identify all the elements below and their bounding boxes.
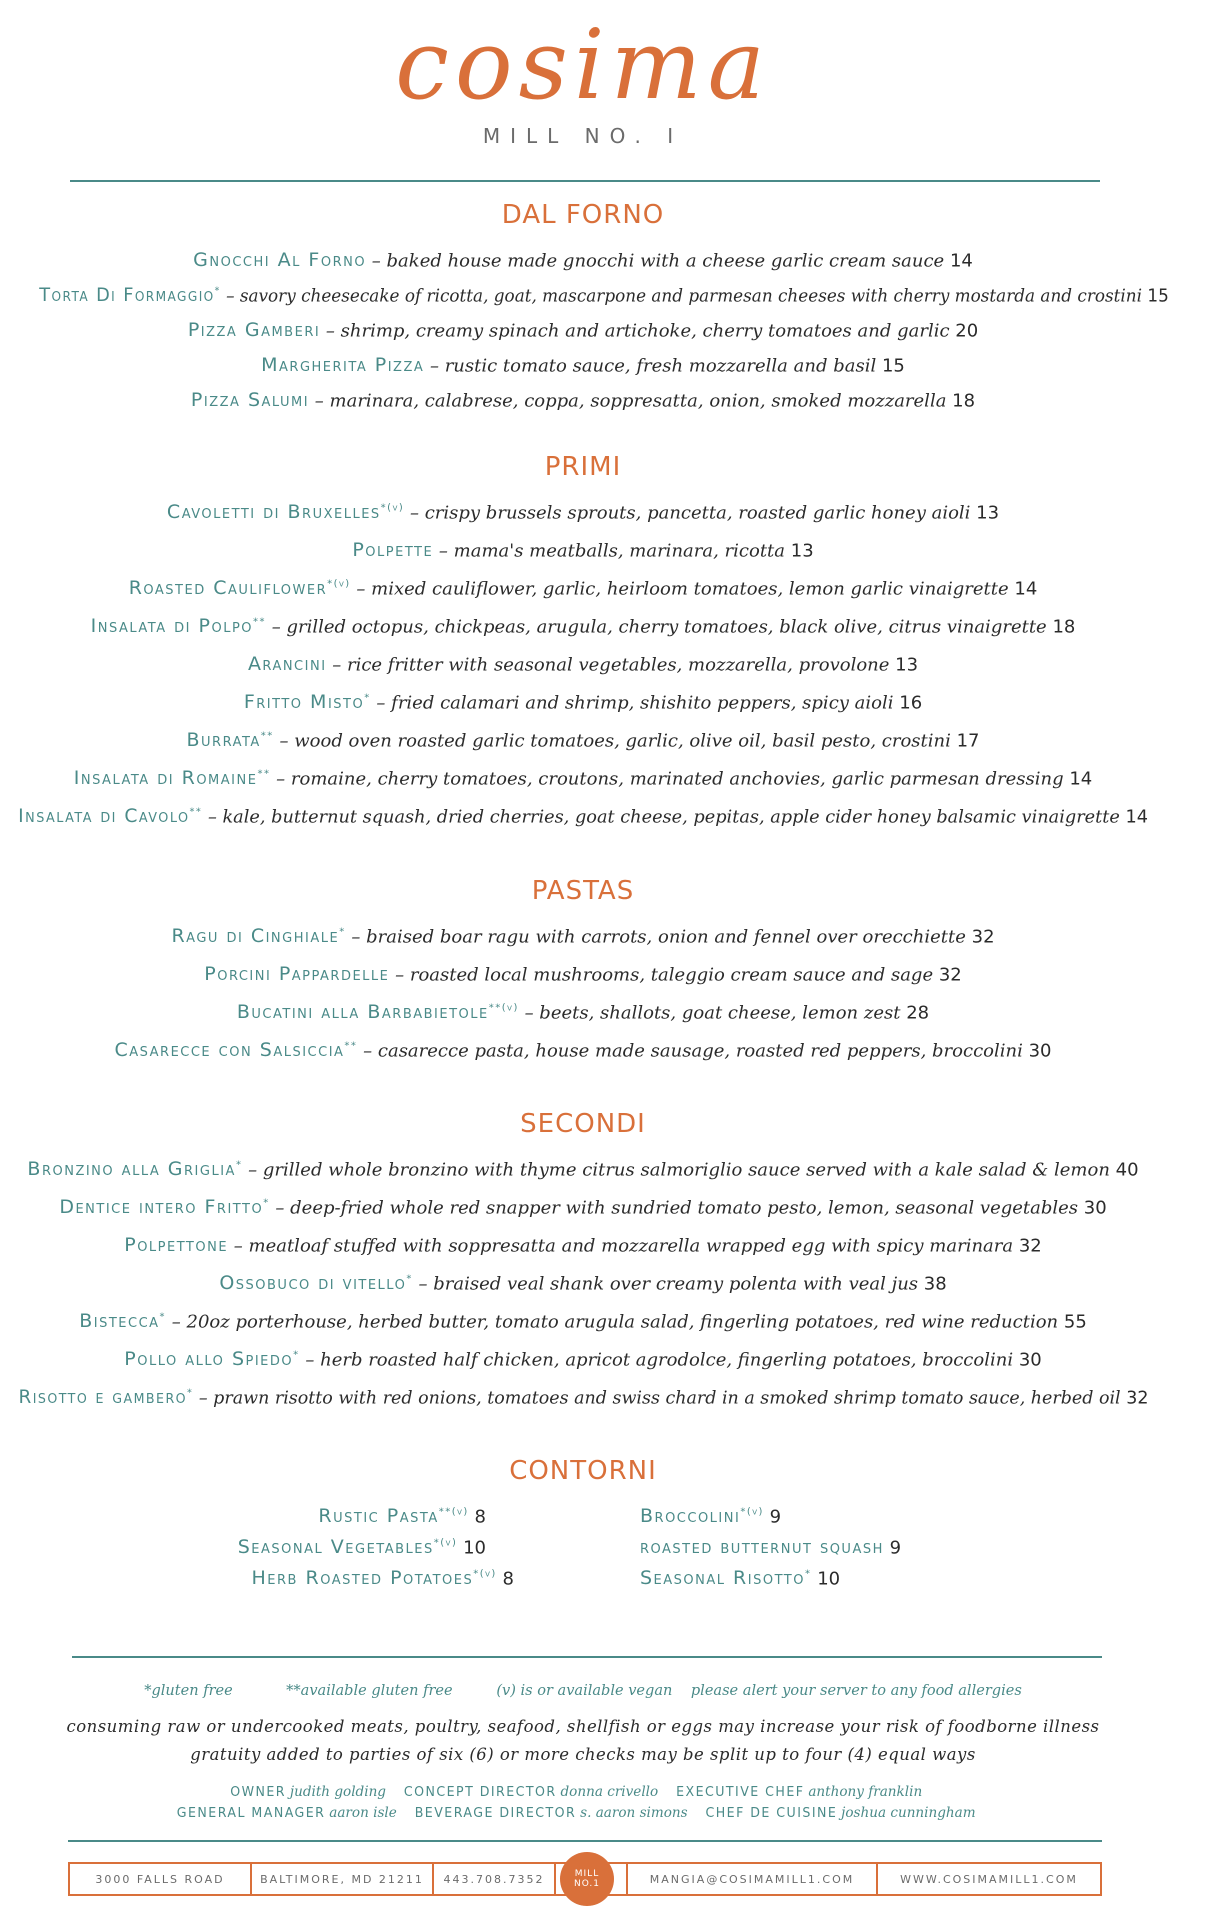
logo-mark — [353, 6, 813, 121]
menu-item-price: 16 — [899, 692, 923, 714]
menu-item-line — [124, 1343, 1041, 1373]
email-link[interactable]: MANGIA@COSIMAMILL1.COM — [628, 1864, 878, 1894]
menu-item-description: – wood oven roasted garlic tomatoes, garlic, olive oil, basil pesto, crostini — [273, 730, 951, 752]
contorni-item-name: roasted butternut squash — [640, 1536, 884, 1559]
menu-item-description: – casarecce pasta, house made sausage, roasted red peppers, broccolini — [357, 1040, 1023, 1062]
menu-item-price: 13 — [976, 502, 1000, 524]
city-state-zip: BALTIMORE, MD 21211 — [252, 1864, 434, 1894]
menu-item-description: – deep-fried whole red snapper with sundried tomato pesto, lemon, seasonal vegetables — [269, 1197, 1079, 1219]
contorni-item-name: Broccolini$^{*(v)}$ — [640, 1505, 764, 1528]
website-link[interactable]: WWW.COSIMAMILL1.COM — [900, 1872, 1078, 1886]
menu-item-description: – meatloaf stuffed with soppresatta and mozzarella wrapped egg with spicy marinara — [228, 1235, 1014, 1257]
note-allergies: please alert your server to any food allergies — [690, 1681, 1022, 1699]
menu-item — [0, 384, 1166, 414]
menu-item-name: Pizza Salumi — [190, 389, 310, 412]
menu-item — [0, 648, 1166, 678]
logo — [0, 6, 1166, 121]
menu-item-price: 32 — [938, 964, 962, 986]
foodborne-warning: consuming raw or undercooked meats, poultry, seafood, shellfish or eggs may increase your risk of foodborne illness — [66, 1717, 1100, 1737]
contorni-item-marks: * — [804, 1569, 812, 1580]
menu-item-description: – grilled octopus, chickpeas, arugula, cherry tomatoes, black olive, citrus vinaigrette — [266, 616, 1047, 638]
menu-item-marks: *(v) — [380, 503, 405, 514]
menu-item-price: 15 — [1147, 285, 1169, 307]
menu-item — [0, 349, 1166, 379]
contorni-item-name: Seasonal Risotto* — [640, 1567, 812, 1590]
menu-item-price: 14 — [949, 250, 973, 272]
name-chef-de-cuisine: joshua cunningham — [841, 1805, 976, 1821]
menu-item-line — [124, 1229, 1042, 1259]
menu-item-line — [39, 279, 1169, 309]
menu-item-price: 38 — [923, 1273, 947, 1295]
footer-divider-bottom — [68, 1840, 1102, 1842]
role-owner: OWNER — [230, 1785, 287, 1800]
contorni-item-price: 10 — [463, 1537, 486, 1559]
menu-item-price: 32 — [971, 926, 995, 948]
menu-item-description: – beets, shallots, goat cheese, lemon zest — [518, 1002, 901, 1024]
menu-item-description: – mama's meatballs, marinara, ricotta — [433, 540, 786, 562]
menu-item — [0, 958, 1166, 988]
contorni-item — [640, 1531, 901, 1561]
menu-item-description: – baked house made gnocchi with a cheese garlic cream sauce — [366, 250, 945, 272]
menu-item-description: – roasted local mushrooms, taleggio cream sauce and sage — [389, 964, 934, 986]
contorni-item-marks: *(v) — [473, 1569, 497, 1580]
menu-item-description: – 20oz porterhouse, herbed butter, tomato arugula salad, fingerling potatoes, red wine reduction — [166, 1311, 1059, 1333]
menu-item-name: Gnocchi Al Forno — [193, 249, 367, 272]
contorni-item-marks: *(v) — [433, 1538, 458, 1549]
menu-item-marks: * — [293, 1350, 300, 1361]
footer-divider-top — [72, 1656, 1102, 1658]
contorni-item-price: 10 — [817, 1568, 841, 1590]
menu-item-name: Ossobuco di vitello* — [219, 1272, 413, 1295]
menu-item — [0, 1034, 1166, 1064]
menu-item-price: 14 — [1069, 768, 1093, 790]
menu-item-name: Pollo allo Spiedo* — [124, 1348, 300, 1371]
contorni-item-price: 9 — [889, 1537, 902, 1559]
menu-item — [0, 1343, 1166, 1373]
menu-item-description: – rustic tomato sauce, fresh mozzarella and basil — [424, 355, 877, 377]
menu-item-line — [167, 496, 999, 526]
menu-item-name: Ragu di Cinghiale* — [171, 925, 346, 948]
menu-item-price: 14 — [1014, 578, 1038, 600]
menu-item-name: Bucatini alla Barbabietole$^{**(v)}$ — [236, 1001, 519, 1024]
menu-item-name: Insalata di Polpo** — [90, 615, 267, 638]
menu-item-line — [18, 1381, 1148, 1411]
menu-item-price: 13 — [895, 654, 919, 676]
contorni-item-price: 9 — [769, 1506, 782, 1528]
menu-item-line — [237, 996, 929, 1026]
menu-item-name: Insalata di Cavolo** — [18, 805, 203, 828]
menu-item-name: Dentice intero Fritto* — [59, 1196, 270, 1219]
menu-item-line — [27, 1153, 1138, 1183]
menu-item-marks: * — [364, 693, 371, 704]
menu-item-name: Polpettone — [124, 1234, 229, 1257]
badge-line-2: NO.1 — [573, 1879, 601, 1889]
name-concept-director: donna crivello — [560, 1784, 659, 1800]
menu-item-name: Polpette — [352, 539, 434, 562]
section-title-secondi: SECONDI — [520, 1109, 646, 1139]
menu-item-line — [59, 1191, 1106, 1221]
menu-item-description: – mixed cauliflower, garlic, heirloom tomatoes, lemon garlic vinaigrette — [350, 578, 1009, 600]
menu-item — [0, 534, 1166, 564]
menu-item-line — [261, 349, 905, 379]
contorni-item-name: Seasonal Vegetables$^{*(v)}$ — [237, 1536, 458, 1559]
menu-item-marks: * — [339, 927, 346, 938]
note-gluten-free: *gluten free — [144, 1681, 233, 1699]
menu-item — [0, 686, 1166, 716]
menu-item-name: Casarecce con Salsiccia** — [114, 1039, 358, 1062]
role-chef-de-cuisine: CHEF DE CUISINE — [705, 1806, 838, 1821]
address: 3000 FALLS ROAD — [70, 1864, 252, 1894]
role-general-manager: GENERAL MANAGER — [176, 1806, 326, 1821]
menu-item-price: 32 — [1018, 1235, 1042, 1257]
menu-item-marks: ** — [189, 807, 203, 818]
dietary-notes — [18, 1680, 1148, 1699]
menu-item-line — [219, 1267, 946, 1297]
menu-item — [0, 996, 1166, 1026]
contorni-item — [252, 1562, 514, 1592]
menu-item — [0, 279, 1169, 309]
contorni-item-name: Rustic Pasta$^{**(v)}$ — [318, 1505, 469, 1528]
menu-item — [0, 610, 1166, 640]
menu-item-marks: * — [186, 1388, 193, 1399]
menu-item-name: Roasted Cauliflower$^{*(v)}$ — [128, 577, 351, 600]
menu-item-price: 20 — [955, 320, 979, 342]
menu-item-marks: * — [406, 1274, 413, 1285]
menu-item-line — [79, 1305, 1087, 1335]
staff-row-2 — [18, 1805, 1148, 1821]
role-beverage-director: BEVERAGE DIRECTOR — [414, 1806, 577, 1821]
menu-item-line — [352, 534, 813, 564]
menu-item — [0, 800, 1166, 830]
menu-item-price: 30 — [1083, 1197, 1107, 1219]
menu-item-marks: * — [214, 286, 221, 297]
menu-item-name: Risotto e gambero* — [18, 1386, 193, 1409]
menu-item-description: – rice fritter with seasonal vegetables, mozzarella, provolone — [326, 654, 890, 676]
menu-item-description: – herb roasted half chicken, apricot agrodolce, fingerling potatoes, broccolini — [299, 1349, 1014, 1371]
menu-item-line — [114, 1034, 1051, 1064]
contorni-item — [640, 1500, 781, 1530]
menu-item-line — [188, 314, 978, 344]
svg-text:cosima: cosima — [395, 9, 771, 121]
menu-item-price: 32 — [1125, 1387, 1148, 1409]
menu-item-name: Pizza Gamberi — [187, 319, 321, 342]
menu-item-name: Torta Di Formaggio* — [39, 284, 221, 307]
menu-item-description: – braised veal shank over creamy polenta with veal jus — [412, 1273, 919, 1295]
menu-item-line — [18, 800, 1148, 830]
menu-item-marks: ** — [257, 769, 271, 780]
menu-item-marks: * — [263, 1198, 270, 1209]
menu-item-price: 30 — [1018, 1349, 1042, 1371]
menu-item — [0, 920, 1166, 950]
contorni-item — [640, 1562, 840, 1592]
contorni-item-marks: **(v) — [438, 1507, 469, 1518]
contorni-item-name: Herb Roasted Potatoes$^{*(v)}$ — [251, 1567, 497, 1590]
section-title-primi: PRIMI — [544, 452, 622, 482]
menu-item — [0, 1267, 1166, 1297]
menu-item-price: 15 — [881, 355, 905, 377]
menu-item-price: 55 — [1063, 1311, 1087, 1333]
note-available-gluten-free: **available gluten free — [286, 1681, 453, 1699]
menu-item-price: 30 — [1028, 1040, 1052, 1062]
contorni-item-marks: *(v) — [740, 1507, 764, 1518]
menu-item-line — [244, 686, 922, 716]
contorni-item-price: 8 — [474, 1506, 486, 1528]
menu-item-line — [191, 384, 975, 414]
menu-item — [0, 496, 1166, 526]
menu-item-name: Cavoletti di Bruxelles$^{*(v)}$ — [166, 501, 405, 524]
menu-item — [0, 762, 1166, 792]
menu-item-line — [74, 762, 1093, 792]
role-concept-director: CONCEPT DIRECTOR — [403, 1785, 557, 1800]
menu-item-description: – prawn risotto with red onions, tomatoes and swiss chard in a smoked shrimp tomato sauce, herbed oil — [192, 1387, 1121, 1409]
menu-item-marks: *(v) — [327, 579, 351, 590]
section-title-pastas: PASTAS — [531, 876, 635, 906]
menu-item-name: Bronzino alla Griglia* — [27, 1158, 243, 1181]
menu-item-marks: **(v) — [488, 1003, 519, 1014]
header-divider — [70, 180, 1100, 182]
menu-item-marks: * — [159, 1312, 167, 1323]
menu-item-name: Bistecca* — [79, 1310, 167, 1333]
mill-badge — [560, 1852, 614, 1906]
menu-item-price: 18 — [952, 390, 976, 412]
contorni-item-price: 8 — [502, 1568, 514, 1590]
menu-item-name: Burrata** — [186, 729, 274, 752]
menu-item-price: 13 — [790, 540, 814, 562]
name-executive-chef: anthony franklin — [808, 1784, 923, 1800]
menu-item-price: 40 — [1115, 1159, 1139, 1181]
menu-item-price: 17 — [956, 730, 980, 752]
contorni-item — [238, 1531, 486, 1561]
menu-item-description: – savory cheesecake of ricotta, goat, mascarpone and parmesan cheeses with cherry mostarda and crostini — [220, 285, 1143, 307]
menu-item-description: – kale, butternut squash, dried cherries, goat cheese, pepitas, apple cider honey balsamic vinaigrette — [202, 806, 1120, 828]
menu-item-line — [204, 958, 962, 988]
menu-item-marks: ** — [260, 731, 274, 742]
tagline: MILL NO. I — [482, 124, 684, 148]
menu-item-description: – shrimp, creamy spinach and artichoke, cherry tomatoes and garlic — [320, 320, 950, 342]
role-executive-chef: EXECUTIVE CHEF — [676, 1785, 805, 1800]
menu-item-description: – romaine, cherry tomatoes, croutons, marinated anchovies, garlic parmesan dressing — [270, 768, 1064, 790]
menu-item-description: – fried calamari and shrimp, shishito peppers, spicy aioli — [370, 692, 894, 714]
menu-item-name: Margherita Pizza — [261, 354, 425, 377]
menu-item-price: 14 — [1125, 806, 1148, 828]
menu-item-line — [129, 572, 1038, 602]
name-general-manager: aaron isle — [329, 1805, 397, 1821]
menu-item — [0, 1153, 1166, 1183]
menu-item — [0, 1305, 1166, 1335]
menu-item — [0, 1191, 1166, 1221]
menu-item — [0, 1229, 1166, 1259]
menu-item — [0, 314, 1166, 344]
menu-item-marks: ** — [253, 617, 267, 628]
badge-line-1: MILL — [574, 1869, 600, 1879]
menu-item — [0, 572, 1166, 602]
staff-row-1 — [18, 1784, 1148, 1800]
phone-link[interactable]: 443.708.7352 — [434, 1864, 556, 1894]
contorni-item — [318, 1500, 486, 1530]
menu-item-name: Insalata di Romaine** — [73, 767, 271, 790]
menu-item-line — [186, 724, 979, 754]
menu-item-price: 18 — [1052, 616, 1076, 638]
menu-item-line — [91, 610, 1076, 640]
menu-item-marks: ** — [344, 1041, 358, 1052]
menu-item-description: – grilled whole bronzino with thyme citrus salmoriglio sauce served with a kale salad & lemon — [242, 1159, 1110, 1181]
menu-item-description: – braised boar ragu with carrots, onion and fennel over orecchiette — [345, 926, 966, 948]
menu-item-description: – marinara, calabrese, coppa, soppresatta, onion, smoked mozzarella — [309, 390, 947, 412]
name-beverage-director: s. aaron simons — [580, 1805, 688, 1821]
gratuity-notice: gratuity added to parties of six (6) or more checks may be split up to four (4) equal ways — [190, 1745, 976, 1765]
menu-item — [0, 724, 1166, 754]
menu-item-name: Arancini — [247, 653, 327, 676]
menu-item-line — [171, 920, 994, 950]
name-owner: judith golding — [289, 1784, 387, 1800]
section-title-dal-forno: DAL FORNO — [501, 200, 665, 230]
menu-item-name: Porcini Pappardelle — [204, 963, 390, 986]
section-title-contorni: CONTORNI — [509, 1456, 657, 1486]
menu-item — [0, 1381, 1166, 1411]
menu-item-price: 28 — [906, 1002, 930, 1024]
menu-item — [0, 244, 1166, 274]
menu-item-description: – crispy brussels sprouts, pancetta, roasted garlic honey aioli — [404, 502, 971, 524]
menu-item-line — [193, 244, 973, 274]
menu-item-line — [248, 648, 918, 678]
menu-item-name: Fritto Misto* — [243, 691, 371, 714]
menu-item-marks: * — [235, 1160, 243, 1171]
note-vegan: (v) is or available vegan — [496, 1681, 673, 1699]
